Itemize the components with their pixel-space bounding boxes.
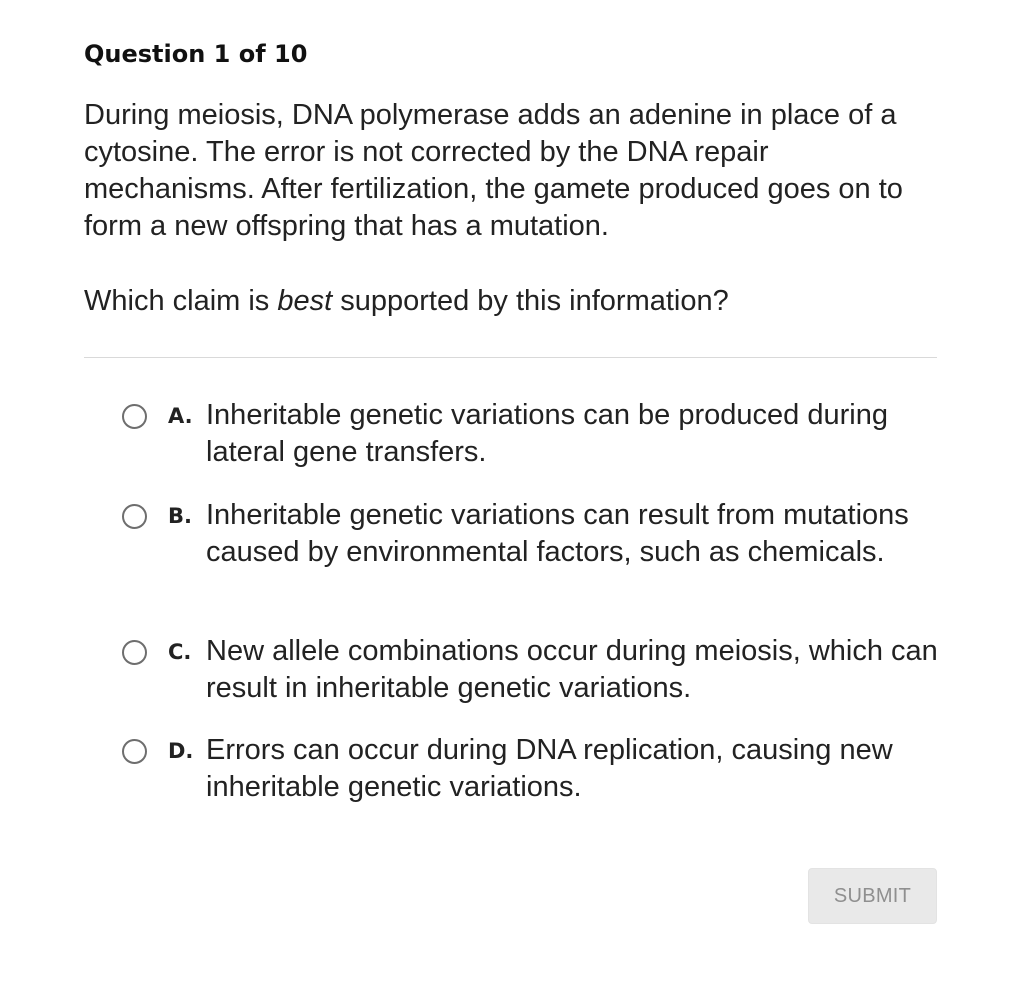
question-prompt: During meiosis, DNA polymerase adds an adenine in place of a cytosine. The error is not corrected by the DNA repair mechanisms. After fertilization, the gamete produced goes on to form a new offspring that has a mutation. xyxy=(84,99,903,242)
question-ask xyxy=(84,283,944,320)
radio-unchecked-icon[interactable] xyxy=(122,404,147,429)
option-text: New allele combinations occur during meiosis, which can result in inheritable genetic variations. xyxy=(206,635,938,704)
radio-unchecked-icon[interactable] xyxy=(122,504,147,529)
answer-option-c[interactable] xyxy=(122,633,942,707)
option-text: Inheritable genetic variations can result from mutations caused by environmental factors, such as chemicals. xyxy=(206,499,909,568)
answer-option-d[interactable] xyxy=(122,732,942,806)
question-counter: Question 1 of 10 xyxy=(84,40,308,68)
radio-unchecked-icon[interactable] xyxy=(122,640,147,665)
option-letter: D. xyxy=(168,739,194,763)
divider xyxy=(84,357,937,358)
radio-unchecked-icon[interactable] xyxy=(122,739,147,764)
option-letter: B. xyxy=(168,504,192,528)
question-ask-before: Which claim is xyxy=(84,285,278,317)
question-ask-after: supported by this information? xyxy=(332,285,729,317)
submit-button[interactable]: SUBMIT xyxy=(808,868,937,924)
option-text: Inheritable genetic variations can be produced during lateral gene transfers. xyxy=(206,399,888,468)
option-text: Errors can occur during DNA replication, causing new inheritable genetic variations. xyxy=(206,734,893,803)
option-letter: A. xyxy=(168,404,193,428)
question-ask-emphasis: best xyxy=(277,285,333,317)
option-letter: C. xyxy=(168,640,192,664)
answer-option-a[interactable] xyxy=(122,397,942,471)
answer-option-b[interactable] xyxy=(122,497,942,571)
